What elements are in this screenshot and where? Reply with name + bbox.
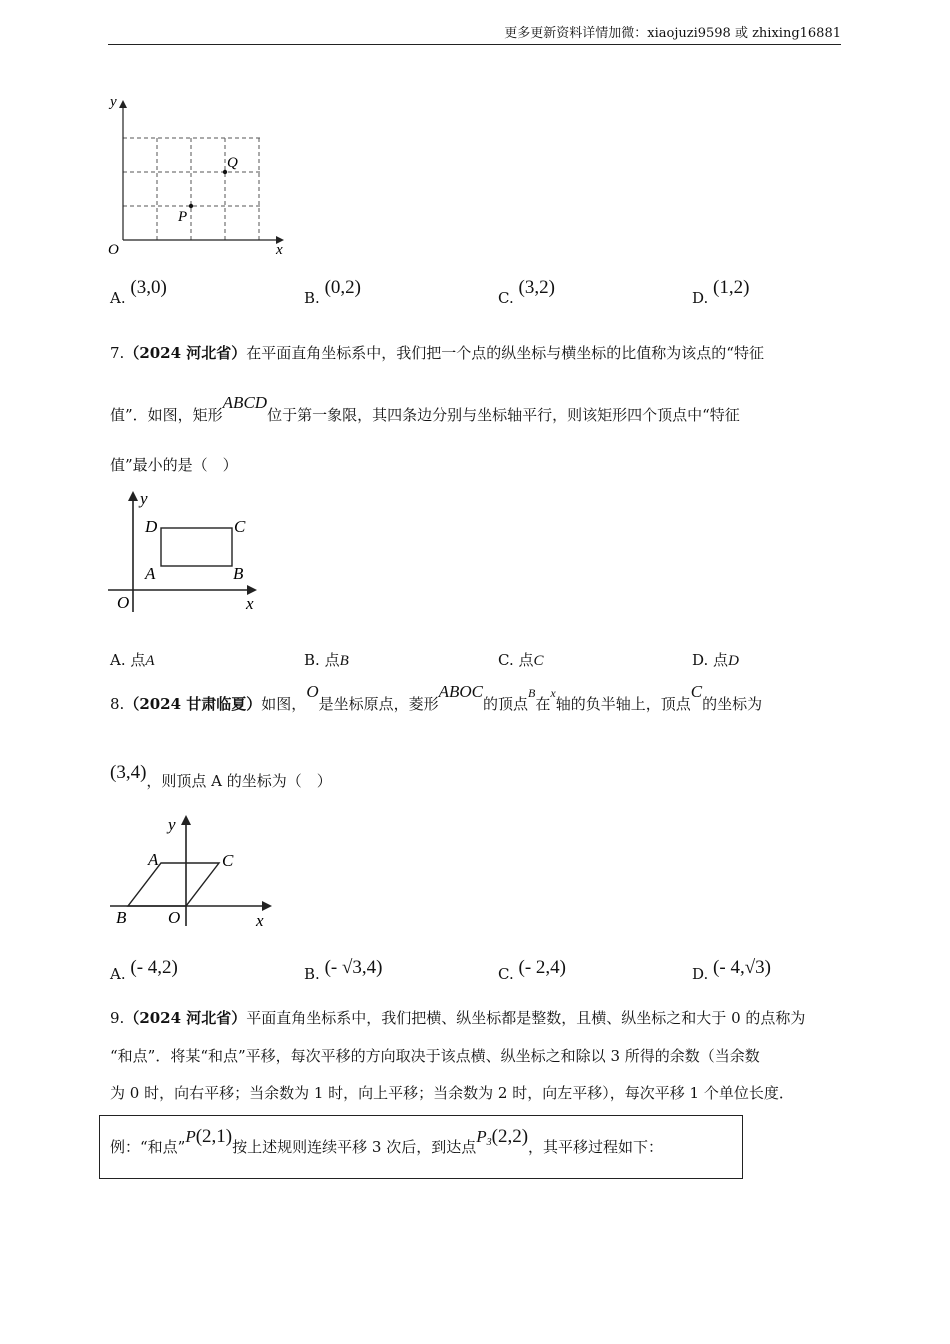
q6-option-a: A. (3,0) [110,277,167,307]
label-y: y [140,489,148,508]
q7-source: （2024 河北省） [124,344,247,362]
q7-option-d: D. 点D [692,651,739,669]
figure-rectangle-abcd [100,486,270,616]
figure-rhombus-aboc [100,810,280,930]
label-x: x [256,911,264,930]
q7-line1: 7.（2024 河北省）在平面直角坐标系中，我们把一个点的纵坐标与横坐标的比值称为该点的“特征 [110,344,764,362]
q7-line2: 值”．如图，矩形ABCD位于第一象限，其四条边分别与坐标轴平行，则该矩形四个顶点中“特征 [110,393,740,424]
label-c: C [234,517,246,536]
q8-source: （2024 甘肃临夏） [124,695,262,713]
rectangle-abcd [161,528,232,566]
q7-option-c: C. 点C [498,651,544,669]
q6-option-d: D. (1,2) [692,277,750,307]
point-p [189,204,193,208]
q7-line3: 值”最小的是（ ） [110,456,238,474]
label-p: P [178,209,188,225]
label-d: D [145,517,158,536]
q8-option-d: D. (- 4,√3) [692,957,771,983]
example-text: 例：“和点”P(2,1)按上述规则连续平移 3 次后，到达点$P_3(2,2)$，其平移过程如下： [110,1126,664,1156]
q8-line1: 8.（2024 甘肃临夏）如图，O是坐标原点，菱形ABOC的顶点$^B$在$^x$轴的负半轴上，顶点C的坐标为 [110,682,763,713]
figure-grid-pq [100,90,300,260]
label-y: y [110,94,117,110]
q9-source: （2024 河北省） [124,1009,247,1027]
label-x: x [246,594,254,613]
label-c: C [222,851,234,870]
header-text: 更多更新资料详情加微：xiaojuzi9598 或 zhixing16881 [504,26,841,41]
label-a: A [148,850,159,869]
x-axis-arrow [262,901,272,911]
q9-line2: “和点”．将某“和点”平移，每次平移的方向取决于该点横、纵坐标之和除以 3 所得的余数（当余数 [110,1047,760,1065]
q9-line3: 为 0 时，向右平移；当余数为 1 时，向上平移；当余数为 2 时，向左平移），每次平移 1 个单位长度． [110,1084,794,1102]
q8-line2: (3,4)，则顶点 A 的坐标为（ ） [110,762,332,790]
q7-option-a: A. 点A [110,651,155,669]
y-axis-arrow [119,100,127,108]
page-header [108,24,841,45]
q6-option-c: C. (3,2) [498,277,555,307]
y-axis-arrow [128,491,138,501]
label-o: O [117,593,130,612]
label-x: x [276,242,283,258]
q8-option-b: B. (- √3,4) [304,957,383,983]
label-b: B [116,908,127,927]
label-a: A [145,564,156,583]
y-axis-arrow [181,815,191,825]
label-y: y [168,815,176,834]
label-o: O [108,242,119,258]
q8-option-a: A. (- 4,2) [110,957,178,983]
q6-option-b: B. (0,2) [304,277,361,307]
q8-option-c: C. (- 2,4) [498,957,566,983]
label-b: B [233,564,244,583]
rhombus-aboc [128,863,219,906]
q9-line1: 9.（2024 河北省）平面直角坐标系中，我们把横、纵坐标都是整数，且横、纵坐标之和大于 0 的点称为 [110,1009,806,1027]
label-q: Q [227,155,238,171]
q7-option-b: B. 点B [304,651,349,669]
label-o: O [168,908,181,927]
grid-lines [123,138,260,240]
